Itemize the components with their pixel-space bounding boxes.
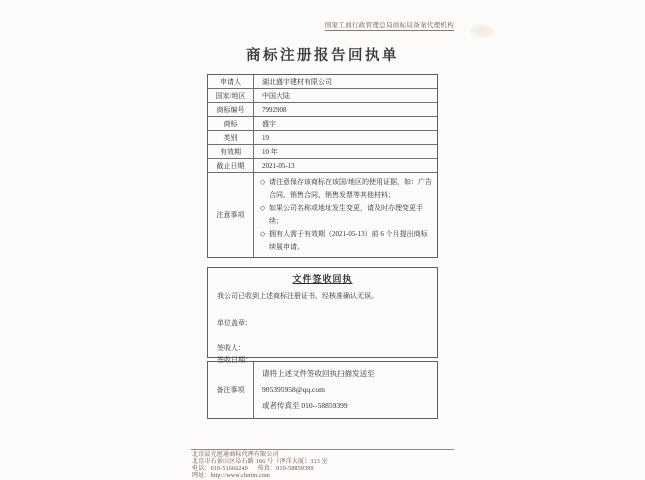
info-table xyxy=(207,74,438,258)
remarks-line-1: 请将上述文件签收回执扫描发送至 905395958@qq.com xyxy=(262,369,375,394)
row-label: 类别 xyxy=(208,131,254,144)
note-text: 拥有人需于有效期（2021-05-13）前 6 个月提出商标续展申请。 xyxy=(269,230,428,251)
footer-phone-fax xyxy=(192,466,454,473)
diamond-bullet-icon: ◇ xyxy=(260,204,266,212)
note-item xyxy=(260,202,433,228)
footer-phone: 电话：010-51666240 xyxy=(192,466,248,472)
table-row-trademark-number xyxy=(208,103,437,117)
footer-website: 网址：http://www.chntm.com xyxy=(192,473,270,479)
row-value: 中国大陆 xyxy=(262,91,290,100)
table-row-deadline xyxy=(208,159,437,173)
table-row-class xyxy=(208,131,437,145)
row-label: 有效期 xyxy=(208,145,254,158)
footer-address: 北京市石景山区阜石路 166 号（泽洋大厦）313 室 xyxy=(192,459,328,465)
row-value: 19 xyxy=(262,133,269,142)
table-row-country xyxy=(208,89,437,103)
remarks-label: 备注事项 xyxy=(208,362,254,418)
footer-company: 北京晨光旭通商标代理有限公司 xyxy=(192,452,279,458)
remarks-content xyxy=(254,362,437,418)
receipt-confirmation: 我公司已收到上述商标注册证书，经核准确认无误。 xyxy=(217,292,378,300)
row-value: 10 年 xyxy=(262,147,278,156)
table-row-notes xyxy=(208,173,437,257)
diamond-bullet-icon: ◇ xyxy=(260,178,266,186)
row-label: 截止日期 xyxy=(208,159,254,172)
row-label: 国家/地区 xyxy=(208,89,254,102)
agency-note: 国家工商行政管理总局商标局备案代理机构 xyxy=(324,22,454,29)
signer-label: 签收人： xyxy=(217,344,245,352)
sign-date-label: 签收日期： xyxy=(217,356,252,364)
scan-smudge xyxy=(470,24,494,38)
row-value: 2021-05-13 xyxy=(262,161,295,170)
remarks-row xyxy=(207,361,438,419)
receipt-title: 文件签收回执 xyxy=(292,274,353,284)
stamp-label: 单位盖章： xyxy=(217,319,252,327)
note-item xyxy=(260,228,433,254)
row-value: 7992908 xyxy=(262,105,287,114)
diamond-bullet-icon: ◇ xyxy=(260,230,266,238)
row-label: 申请人 xyxy=(208,75,254,88)
agency-note-row xyxy=(191,14,454,32)
note-item xyxy=(260,176,433,202)
footer-fax: 传真：010-58859399 xyxy=(257,466,314,472)
note-text: 如果公司名称或地址发生变更，请及时办理变更手续； xyxy=(269,204,423,225)
row-label: 商标编号 xyxy=(208,103,254,116)
note-text: 请注意保存该商标在该国/地区的使用证据，如：广告合同、销售合同、销售发票等其他材料； xyxy=(269,178,432,199)
receipt-section xyxy=(207,267,438,364)
document-title: 商标注册报告回执单 xyxy=(246,48,399,64)
row-value: 盛宇 xyxy=(262,119,276,128)
notes-content xyxy=(254,173,437,257)
table-row-applicant xyxy=(208,75,437,89)
table-row-validity xyxy=(208,145,437,159)
remarks-line-2: 或者传真至 010--58859399 xyxy=(262,401,348,410)
row-value: 湖北盛宇建材有限公司 xyxy=(262,77,332,86)
footer xyxy=(191,449,454,480)
table-row-trademark xyxy=(208,117,437,131)
row-label: 商标 xyxy=(208,117,254,130)
scanned-document xyxy=(191,0,454,480)
notes-label: 注意事项 xyxy=(208,173,254,257)
